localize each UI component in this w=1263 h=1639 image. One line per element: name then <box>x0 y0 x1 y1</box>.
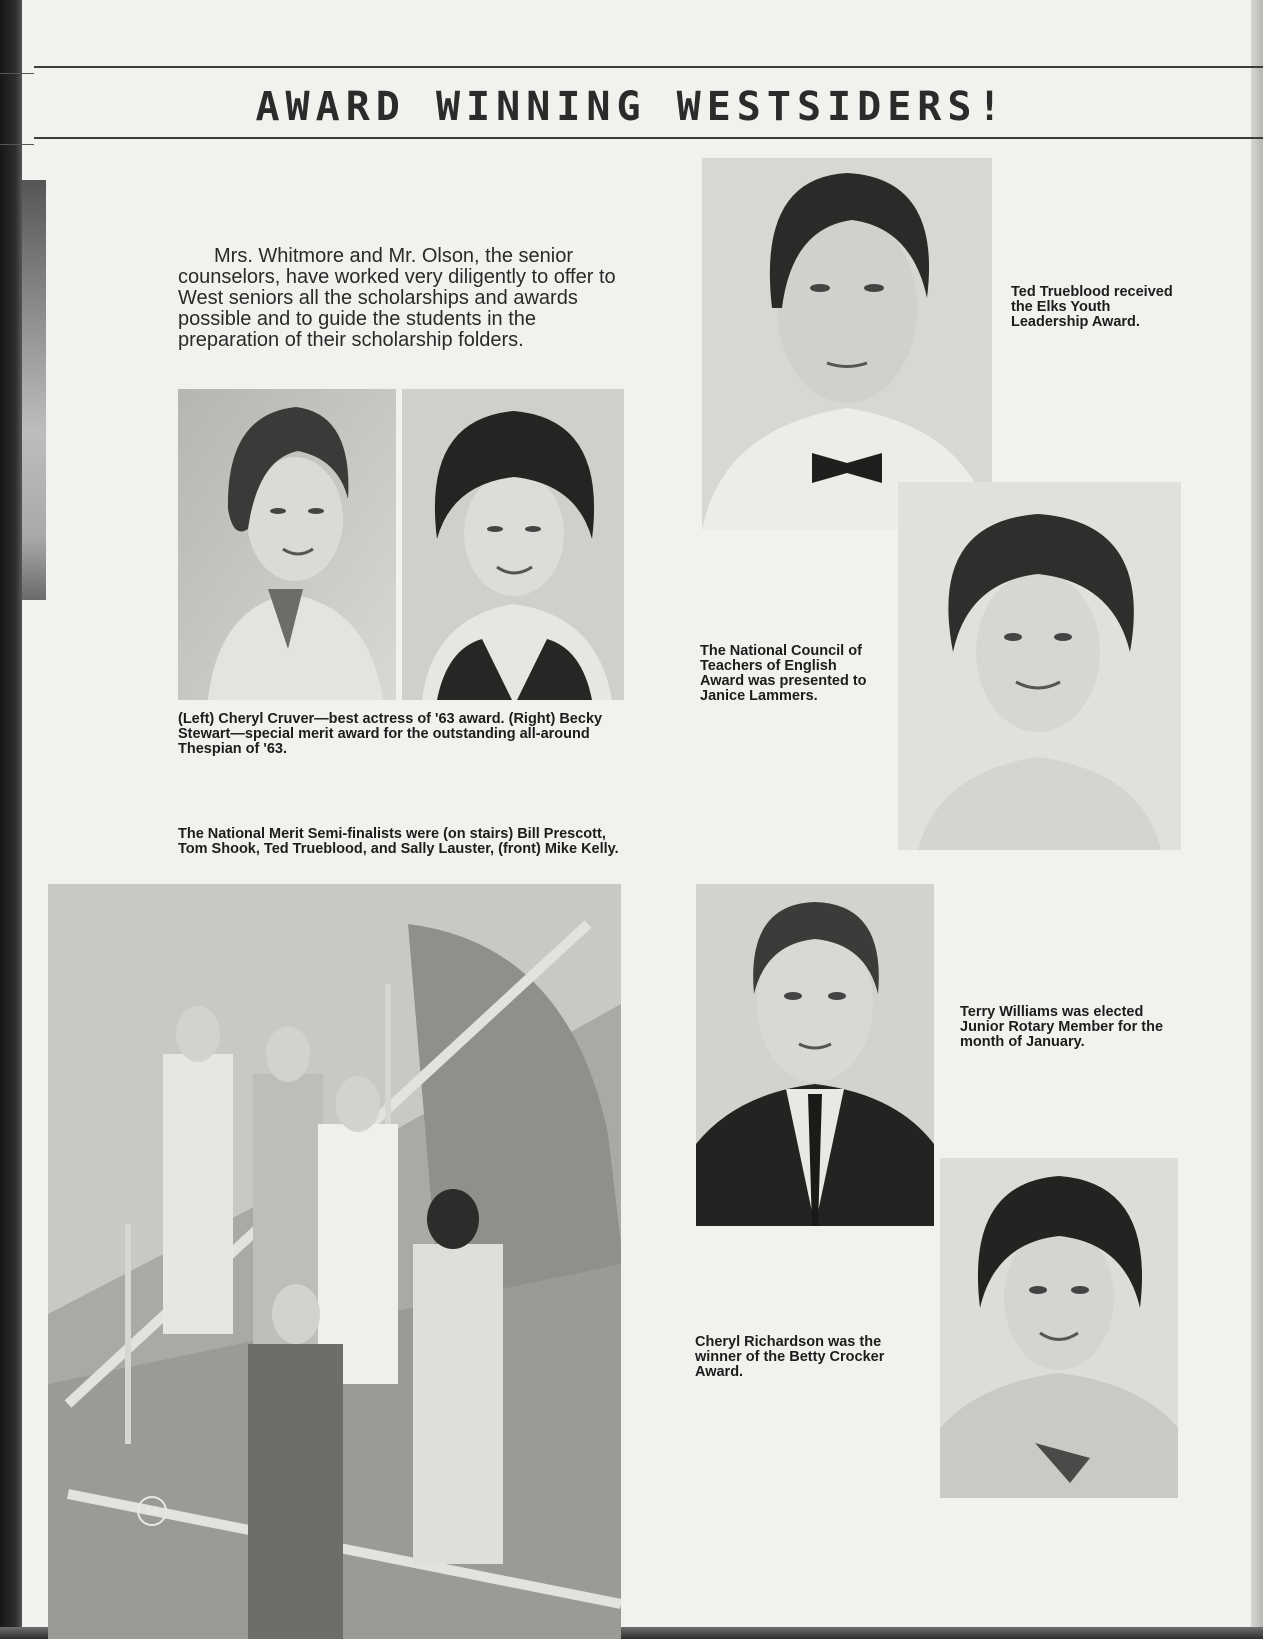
photo-ted-trueblood <box>702 158 992 530</box>
photo-becky-stewart <box>402 389 624 700</box>
photo-cheryl-richardson <box>940 1158 1178 1498</box>
caption-ted-trueblood: Ted Trueblood received the Elks Youth Leadership Award. <box>1011 284 1173 330</box>
photo-terry-williams <box>696 884 934 1226</box>
page-number-badge: 64 <box>137 1496 167 1526</box>
intro-paragraph: Mrs. Whitmore and Mr. Olson, the senior counselors, have worked very diligently to offer to West seniors all the scholarships and awards possible and to guide the students in the preparation of their scholarship folders. <box>178 245 616 351</box>
facing-page-rule-2 <box>0 144 34 145</box>
caption-terry-williams: Terry Williams was elected Junior Rotary Member for the month of January. <box>960 1004 1164 1050</box>
caption-thespian-awards: (Left) Cheryl Cruver—best actress of '63 award. (Right) Becky Stewart—special merit award for the outstanding all-around Thespian of '63. <box>178 711 603 757</box>
caption-national-merit: The National Merit Semi-finalists were (on stairs) Bill Prescott, Tom Shook, Ted Trueblood, and Sally Lauster, (front) Mike Kelly. <box>178 826 619 857</box>
title-rule-top <box>34 66 1263 68</box>
caption-cheryl-richardson: Cheryl Richardson was the winner of the Betty Crocker Award. <box>695 1334 885 1380</box>
photo-cheryl-cruver <box>178 389 396 700</box>
caption-janice-lammers: The National Council of Teachers of English Award was presented to Janice Lammers. <box>700 643 867 704</box>
page-binding-shadow <box>0 0 22 1639</box>
title-rule-bottom <box>34 137 1263 139</box>
page-title: AWARD WINNING WESTSIDERS! <box>255 84 1008 130</box>
facing-page-photo-strip <box>22 180 46 600</box>
photo-janice-lammers <box>898 482 1181 850</box>
facing-page-rule <box>0 73 34 74</box>
photo-national-merit-stairs <box>48 884 621 1639</box>
page-right-edge <box>1251 0 1263 1639</box>
